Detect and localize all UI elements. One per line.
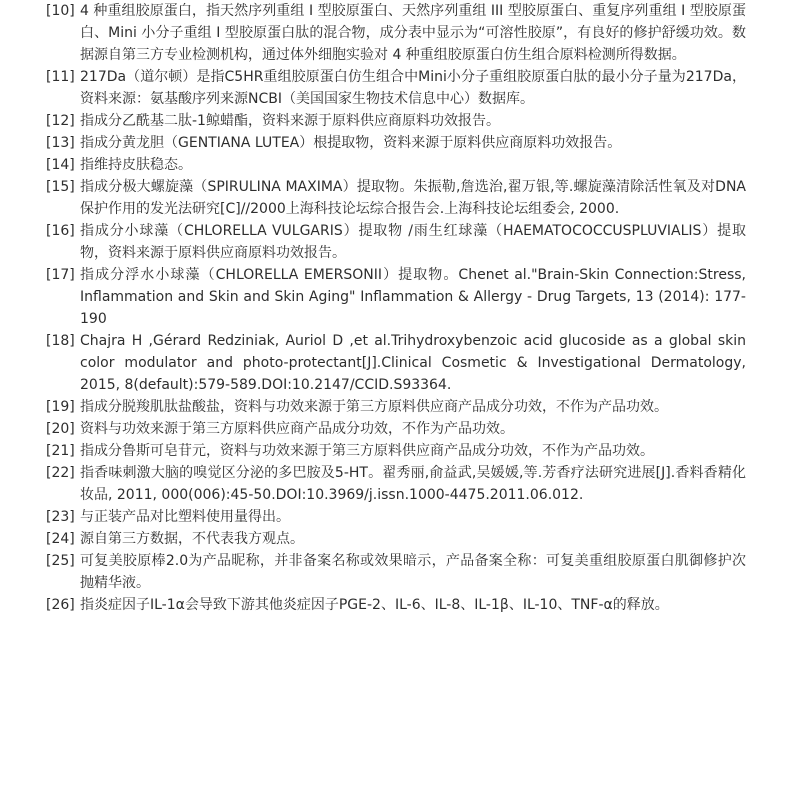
reference-number: [10]: [46, 3, 75, 19]
reference-item-13: [46, 132, 746, 154]
reference-text: 指成分鲁斯可皂苷元，资料与功效来源于第三方原料供应商产品成分功效，不作为产品功效。: [80, 443, 654, 459]
reference-item-17: [46, 264, 746, 330]
reference-text: 源自第三方数据，不代表我方观点。: [80, 531, 304, 547]
reference-text: 217Da（道尔顿）是指C5HR重组胶原蛋白仿生组合中Mini小分子重组胶原蛋白肽的最小分子量为217Da，资料来源：氨基酸序列来源NCBI（美国国家生物技术信息中心）数据库。: [80, 69, 746, 107]
reference-text: 指成分极大螺旋藻（SPIRULINA MAXIMA）提取物。朱振勒,詹选治,翟万银,等.螺旋藻清除活性氧及对DNA保护作用的发光法研究[C]//2000上海科技论坛综合报告会.上海科技论坛组委会, 2000.: [80, 179, 746, 217]
reference-text: Chajra H ,Gérard Redziniak, Auriol D ,et al.Trihydroxybenzoic acid glucoside as a global skin color modulator and photo-protectant[J].Clinical Cosmetic & Investigational Dermatology, 2015, 8(default):579-589.DOI:10.2147/CCID.S93364.: [80, 333, 746, 393]
reference-text: 资料与功效来源于第三方原料供应商产品成分功效，不作为产品功效。: [80, 421, 514, 437]
reference-item-19: [46, 396, 746, 418]
reference-item-26: [46, 594, 746, 616]
reference-number: [22]: [46, 465, 75, 481]
reference-item-16: [46, 220, 746, 264]
reference-number: [24]: [46, 531, 75, 547]
reference-item-22: [46, 462, 746, 506]
reference-text: 指炎症因子IL-1α会导致下游其他炎症因子PGE-2、IL-6、IL-8、IL-1β、IL-10、TNF-α的释放。: [80, 597, 669, 613]
reference-text: 指成分乙酰基二肽-1鲸蜡酯，资料来源于原料供应商原料功效报告。: [80, 113, 500, 129]
reference-number: [14]: [46, 157, 75, 173]
reference-item-15: [46, 176, 746, 220]
reference-list: [46, 0, 746, 616]
reference-number: [15]: [46, 179, 75, 195]
reference-number: [16]: [46, 223, 75, 239]
reference-number: [19]: [46, 399, 75, 415]
reference-item-14: [46, 154, 746, 176]
reference-item-23: [46, 506, 746, 528]
reference-number: [13]: [46, 135, 75, 151]
reference-item-10: [46, 0, 746, 66]
reference-item-20: [46, 418, 746, 440]
reference-item-18: [46, 330, 746, 396]
reference-number: [26]: [46, 597, 75, 613]
reference-text: 与正装产品对比塑料使用量得出。: [80, 509, 290, 525]
reference-item-21: [46, 440, 746, 462]
reference-text: 4 种重组胶原蛋白，指天然序列重组 I 型胶原蛋白、天然序列重组 III 型胶原蛋白、重复序列重组 I 型胶原蛋白、Mini 小分子重组 I 型胶原蛋白肽的混合物，成分表中显示为“可溶性胶原”，有良好的修护舒缓功效。数据源自第三方专业检测机构，通过体外细胞实验对 4 种重组胶原蛋白仿生组合原料检测所得数据。: [80, 3, 746, 63]
reference-text: 指成分脱羧肌肽盐酸盐，资料与功效来源于第三方原料供应商产品成分功效，不作为产品功效。: [80, 399, 668, 415]
reference-number: [21]: [46, 443, 75, 459]
reference-text: 指成分浮水小球藻（CHLORELLA EMERSONII）提取物。Chenet al."Brain-Skin Connection:Stress, Inflammation and Skin and Skin Aging" Inflammation & Allergy - Drug Targets, 13 (2014): 177-190: [80, 267, 746, 327]
reference-text: 指维持皮肤稳态。: [80, 157, 192, 173]
reference-item-25: [46, 550, 746, 594]
reference-text: 指香味刺激大脑的嗅觉区分泌的多巴胺及5-HT。翟秀丽,俞益武,吴媛媛,等.芳香疗法研究进展[J].香料香精化妆品, 2011, 000(006):45-50.DOI:10.3969/j.issn.1000-4475.2011.06.012.: [80, 465, 746, 503]
reference-text: 指成分小球藻（CHLORELLA VULGARIS）提取物 /雨生红球藻（HAEMATOCOCCUSPLUVIALIS）提取物，资料来源于原料供应商原料功效报告。: [80, 223, 746, 261]
reference-number: [25]: [46, 553, 75, 569]
reference-number: [17]: [46, 267, 75, 283]
reference-number: [12]: [46, 113, 75, 129]
reference-text: 指成分黄龙胆（GENTIANA LUTEA）根提取物，资料来源于原料供应商原料功效报告。: [80, 135, 622, 151]
reference-number: [23]: [46, 509, 75, 525]
reference-item-12: [46, 110, 746, 132]
reference-number: [18]: [46, 333, 75, 349]
reference-item-24: [46, 528, 746, 550]
reference-text: 可复美胶原棒2.0为产品昵称，并非备案名称或效果暗示，产品备案全称：可复美重组胶原蛋白肌御修护次抛精华液。: [80, 553, 746, 591]
reference-number: [20]: [46, 421, 75, 437]
reference-number: [11]: [46, 69, 75, 85]
reference-item-11: [46, 66, 746, 110]
